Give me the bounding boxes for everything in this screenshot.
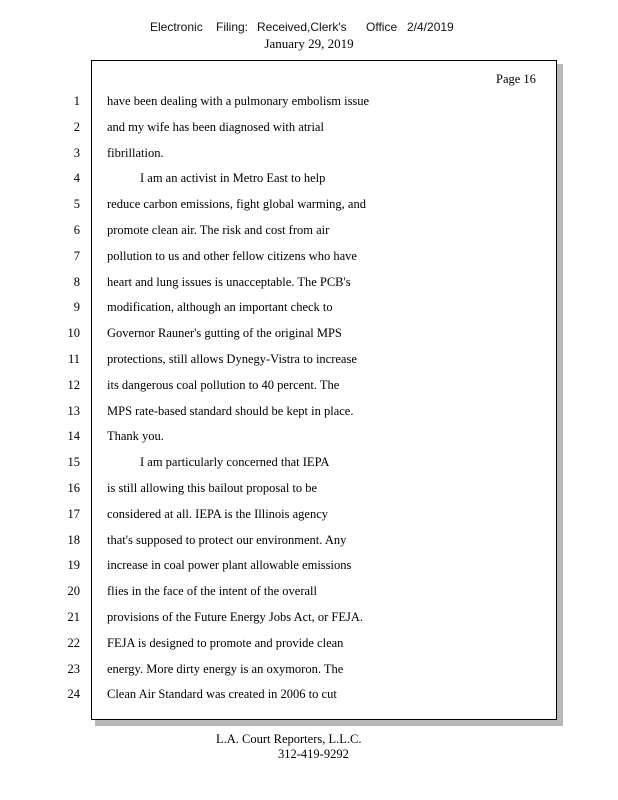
line-number: 13 bbox=[67, 403, 80, 418]
line-text: I am particularly concerned that IEPA bbox=[140, 455, 330, 470]
transcript-line bbox=[0, 479, 618, 497]
stamp-received: Received,Clerk's bbox=[257, 20, 347, 34]
line-text: is still allowing this bailout proposal to be bbox=[107, 481, 318, 495]
transcript-line bbox=[0, 402, 618, 420]
line-number: 23 bbox=[67, 661, 80, 676]
line-number: 22 bbox=[67, 635, 80, 650]
line-number: 14 bbox=[67, 429, 80, 444]
line-text: flies in the face of the intent of the overall bbox=[107, 584, 317, 599]
line-text: provisions of the Future Energy Jobs Act, or FEJA. bbox=[107, 610, 364, 624]
line-number: 2 bbox=[73, 119, 80, 134]
line-number: 20 bbox=[67, 584, 80, 599]
line-text: protections, still allows Dynegy-Vistra to increase bbox=[107, 352, 357, 366]
line-number: 19 bbox=[67, 558, 80, 573]
stamp-filing: Filing: bbox=[216, 20, 249, 34]
transcript-line bbox=[0, 685, 618, 703]
line-text: fibrillation. bbox=[107, 145, 164, 160]
stamp-date: 2/4/2019 bbox=[407, 20, 454, 34]
line-number: 4 bbox=[73, 171, 80, 186]
line-text: pollution to us and other fellow citizens who have bbox=[107, 248, 357, 263]
line-number: 15 bbox=[67, 455, 80, 470]
line-number: 7 bbox=[73, 248, 80, 263]
line-text: FEJA is designed to promote and provide clean bbox=[107, 635, 344, 650]
transcript-line bbox=[0, 608, 618, 626]
transcript-line bbox=[0, 169, 618, 187]
transcript-line bbox=[0, 350, 618, 368]
line-number: 16 bbox=[67, 481, 80, 495]
line-text: modification, although an important check to bbox=[107, 300, 333, 315]
line-text: I am an activist in Metro East to help bbox=[140, 171, 326, 186]
line-number: 3 bbox=[73, 145, 80, 160]
footer-company: L.A. Court Reporters, L.L.C. bbox=[216, 732, 362, 746]
stamp-office: Office bbox=[366, 20, 398, 34]
stamp-electronic: Electronic bbox=[150, 20, 203, 34]
line-text: MPS rate-based standard should be kept in place. bbox=[107, 403, 354, 418]
transcript-line bbox=[0, 427, 618, 445]
transcript-line bbox=[0, 273, 618, 291]
transcript-line bbox=[0, 221, 618, 239]
line-number: 18 bbox=[67, 532, 80, 547]
line-number: 1 bbox=[73, 94, 80, 108]
transcript-line bbox=[0, 634, 618, 652]
line-number: 6 bbox=[73, 223, 80, 237]
transcript-line bbox=[0, 453, 618, 471]
page-number: Page 16 bbox=[496, 72, 536, 86]
line-text: that's supposed to protect our environment. Any bbox=[107, 532, 347, 547]
line-number: 5 bbox=[73, 197, 80, 212]
line-text: its dangerous coal pollution to 40 percent. The bbox=[107, 377, 340, 392]
transcript-line bbox=[0, 324, 618, 342]
line-number: 8 bbox=[73, 274, 80, 289]
transcript-line bbox=[0, 118, 618, 136]
line-text: considered at all. IEPA is the Illinois agency bbox=[107, 506, 329, 521]
line-number: 9 bbox=[73, 300, 80, 315]
line-text: Clean Air Standard was created in 2006 to cut bbox=[107, 687, 337, 702]
line-text: increase in coal power plant allowable emissions bbox=[107, 558, 352, 573]
line-number: 17 bbox=[67, 506, 80, 521]
transcript-line bbox=[0, 92, 618, 110]
line-number: 24 bbox=[67, 687, 80, 702]
transcript-line bbox=[0, 531, 618, 549]
transcript-line bbox=[0, 376, 618, 394]
line-text: and my wife has been diagnosed with atrial bbox=[107, 119, 324, 134]
line-number: 21 bbox=[67, 610, 80, 624]
line-text: promote clean air. The risk and cost from air bbox=[107, 223, 330, 237]
line-text: Governor Rauner's gutting of the original MPS bbox=[107, 326, 342, 341]
line-number: 10 bbox=[67, 326, 80, 341]
filing-stamp bbox=[0, 20, 618, 36]
transcript-line bbox=[0, 195, 618, 213]
transcript-line bbox=[0, 556, 618, 574]
line-number: 11 bbox=[67, 352, 80, 366]
transcript-line bbox=[0, 660, 618, 678]
transcript-line bbox=[0, 505, 618, 523]
line-text: energy. More dirty energy is an oxymoron. The bbox=[107, 661, 344, 676]
line-number: 12 bbox=[67, 377, 80, 392]
transcript-line bbox=[0, 298, 618, 316]
line-text: reduce carbon emissions, fight global warming, and bbox=[107, 197, 366, 212]
transcript-line bbox=[0, 144, 618, 162]
line-text: have been dealing with a pulmonary embolism issue bbox=[107, 94, 370, 108]
transcript-line bbox=[0, 582, 618, 600]
line-text: heart and lung issues is unacceptable. The PCB's bbox=[107, 274, 351, 289]
filed-date: January 29, 2019 bbox=[264, 36, 354, 51]
transcript-line bbox=[0, 247, 618, 265]
line-text: Thank you. bbox=[107, 429, 164, 444]
footer-phone: 312-419-9292 bbox=[278, 747, 349, 761]
